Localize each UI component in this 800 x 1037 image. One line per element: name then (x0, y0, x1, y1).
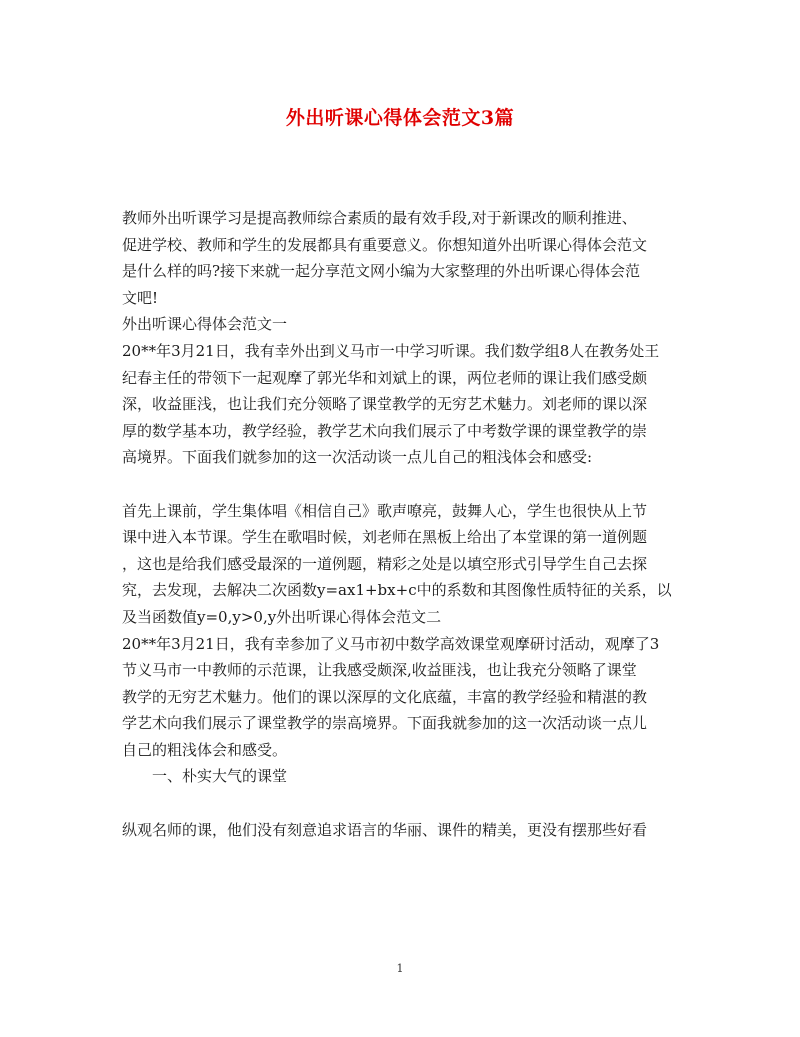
page-number: 1 (396, 962, 404, 975)
body-line: 20**年3月21日，我有幸参加了义马市初中数学高效课堂观摩研讨活动，观摩了3 (122, 634, 660, 653)
body-line: 深，收益匪浅，也让我们充分领略了课堂教学的无穷艺术魅力。刘老师的课以深 (122, 395, 648, 414)
body-line: 首先上课前，学生集体唱《相信自己》歌声嘹亮，鼓舞人心，学生也很快从上节 (122, 501, 648, 520)
body-line: 是什么样的吗?接下来就一起分享范文网小编为大家整理的外出听课心得体会范 (122, 262, 641, 281)
body-line: 促进学校、教师和学生的发展都具有重要意义。你想知道外出听课心得体会范文 (122, 235, 648, 254)
subsection-heading: 一、朴实大气的课堂 (152, 767, 288, 786)
body-line: 纵观名师的课，他们没有刻意追求语言的华丽、课件的精美，更没有摆那些好看 (122, 820, 648, 839)
document-body (122, 205, 682, 843)
body-line: 高境界。下面我们就参加的这一次活动谈一点儿自己的粗浅体会和感受: (122, 448, 593, 467)
body-line: 学艺术向我们展示了课堂教学的崇高境界。下面我就参加的这一次活动谈一点儿 (122, 714, 648, 733)
body-line: 节义马市一中教师的示范课，让我感受颇深,收益匪浅，也让我充分领略了课堂 (122, 661, 637, 680)
body-line: 文吧! (122, 288, 159, 307)
body-line: 及当函数值y=0,y>0,y外出听课心得体会范文二 (122, 607, 442, 626)
body-line: 纪春主任的带领下一起观摩了郭光华和刘斌上的课，两位老师的课让我们感受颇 (122, 368, 648, 387)
body-line: 课中进入本节课。学生在歌唱时候，刘老师在黑板上给出了本堂课的第一道例题 (122, 528, 648, 547)
paragraph-gap (122, 790, 682, 817)
body-line: 20**年3月21日，我有幸外出到义马市一中学习听课。我们数学组8人在教务处王 (122, 341, 660, 360)
paragraph-gap (122, 471, 682, 498)
body-line: 厚的数学基本功，教学经验，教学艺术向我们展示了中考数学课的课堂教学的崇 (122, 421, 648, 440)
body-line: 教学的无穷艺术魅力。他们的课以深厚的文化底蕴，丰富的教学经验和精湛的教 (122, 687, 648, 706)
body-line: ，这也是给我们感受最深的一道例题，精彩之处是以填空形式引导学生自己去探 (122, 554, 648, 573)
section-heading-1: 外出听课心得体会范文一 (122, 315, 288, 334)
body-line: 自己的粗浅体会和感受。 (122, 740, 288, 759)
document-title: 外出听课心得体会范文3篇 (285, 107, 515, 129)
body-line: 究，去发现，去解决二次函数y=ax1+bx+c中的系数和其图像性质特征的关系，以 (122, 581, 672, 600)
body-line: 教师外出听课学习是提高教师综合素质的最有效手段,对于新课改的顺利推进、 (122, 209, 637, 227)
